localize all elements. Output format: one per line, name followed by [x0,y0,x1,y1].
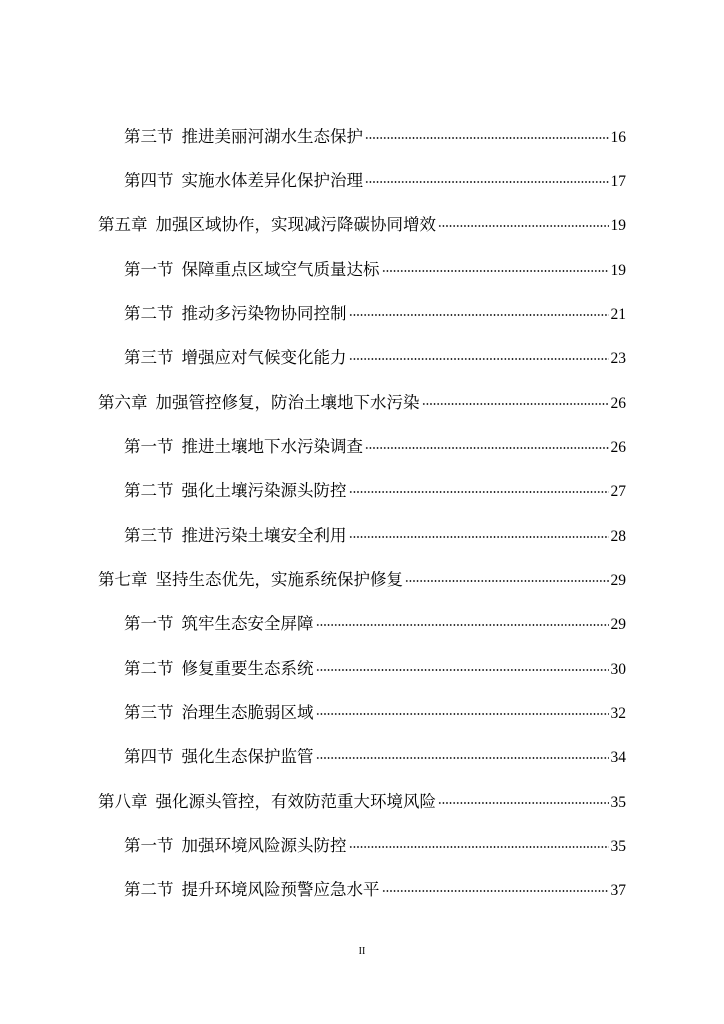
toc-entry-page-number: 32 [610,705,626,722]
toc-entry-title: 强化源头管控，有效防范重大环境风险 [155,792,436,811]
toc-entry-title: 加强环境风险源头防控 [181,836,347,855]
toc-entry-title: 治理生态脆弱区域 [181,703,314,722]
toc-entry-title: 实施水体差异化保护治理 [181,171,363,190]
toc-entry-title: 修复重要生态系统 [181,659,314,678]
toc-entry-page-number: 17 [610,173,626,190]
dot-leader [438,802,609,804]
toc-entry[interactable] [124,258,626,282]
toc-entry-page-number: 29 [610,616,626,633]
dot-leader [438,225,609,227]
dot-leader [316,713,609,715]
toc-entry-page-number: 26 [610,439,626,456]
toc-entry-page-number: 30 [610,661,626,678]
toc-entry[interactable] [124,657,626,681]
toc-entry-chapter[interactable] [98,391,626,415]
dot-leader [349,491,609,493]
toc-entry-page-number: 35 [610,838,626,855]
toc-entry[interactable] [124,435,626,459]
toc-entry[interactable] [124,479,626,503]
dot-leader [349,314,609,316]
toc-entry-title: 坚持生态优先，实施系统保护修复 [155,570,403,589]
toc-entry-label: 第二节 [124,304,174,323]
toc-entry-chapter[interactable] [98,213,626,237]
dot-leader [365,181,609,183]
toc-entry-title: 保障重点区域空气质量达标 [181,260,380,279]
toc-entry-title: 增强应对气候变化能力 [181,348,347,367]
dot-leader [405,580,609,582]
toc-entry-page-number: 23 [610,350,626,367]
toc-entry-label: 第七章 [98,570,148,589]
dot-leader [349,536,609,538]
toc-entry-label: 第二节 [124,880,174,899]
toc-entry[interactable] [124,169,626,193]
toc-entry[interactable] [124,701,626,725]
toc-entry-title: 筑牢生态安全屏障 [181,614,314,633]
toc-entry-label: 第一节 [124,836,174,855]
toc-entry-page-number: 28 [610,528,626,545]
toc-entry-label: 第五章 [98,215,148,234]
toc-entry[interactable] [124,878,626,902]
toc-entry[interactable] [124,302,626,326]
toc-entry-title: 推进土壤地下水污染调查 [181,437,363,456]
toc-entry[interactable] [124,745,626,769]
toc-entry-label: 第三节 [124,703,174,722]
toc-entry-title: 加强管控修复，防治土壤地下水污染 [155,393,420,412]
dot-leader [316,669,609,671]
toc-entry-title: 推动多污染物协同控制 [181,304,347,323]
toc-entry-label: 第四节 [124,171,174,190]
toc-entry[interactable] [124,612,626,636]
dot-leader [349,358,609,360]
dot-leader [382,890,609,892]
toc-entry-label: 第三节 [124,526,174,545]
toc-entry-label: 第一节 [124,614,174,633]
toc-entry-title: 加强区域协作，实现减污降碳协同增效 [155,215,436,234]
toc-entry-page-number: 16 [610,129,626,146]
toc-entry-page-number: 35 [610,794,626,811]
toc-entry-label: 第三节 [124,348,174,367]
toc-entry-label: 第八章 [98,792,148,811]
toc-entry-chapter[interactable] [98,790,626,814]
toc-entry-page-number: 19 [610,262,626,279]
toc-entry[interactable] [124,125,626,149]
toc-entry-title: 强化生态保护监管 [181,747,314,766]
toc-entry-title: 推进美丽河湖水生态保护 [181,127,363,146]
toc-entry-label: 第二节 [124,659,174,678]
dot-leader [382,270,609,272]
toc-entry-label: 第六章 [98,393,148,412]
toc-entry-title: 强化土壤污染源头防控 [181,481,347,500]
toc-entry-page-number: 34 [610,749,626,766]
dot-leader [422,403,609,405]
dot-leader [365,137,609,139]
toc-entry-label: 第三节 [124,127,174,146]
toc-entry[interactable] [124,524,626,548]
toc-entry-page-number: 27 [610,483,626,500]
toc-entry-title: 推进污染土壤安全利用 [181,526,347,545]
toc-entry-label: 第二节 [124,481,174,500]
toc-entry-page-number: 21 [610,306,626,323]
dot-leader [365,447,609,449]
toc-entry[interactable] [124,834,626,858]
dot-leader [316,757,609,759]
dot-leader [316,624,609,626]
toc-entry-page-number: 26 [610,395,626,412]
toc-entry-page-number: 37 [610,882,626,899]
toc-entry-label: 第四节 [124,747,174,766]
toc-entry-label: 第一节 [124,437,174,456]
toc-entry[interactable] [124,346,626,370]
dot-leader [349,846,609,848]
toc-entry-page-number: 19 [610,217,626,234]
toc-entry-title: 提升环境风险预警应急水平 [181,880,380,899]
toc-entry-label: 第一节 [124,260,174,279]
page-folio: II [358,946,366,957]
toc-entry-page-number: 29 [610,572,626,589]
toc-entry-chapter[interactable] [98,568,626,592]
